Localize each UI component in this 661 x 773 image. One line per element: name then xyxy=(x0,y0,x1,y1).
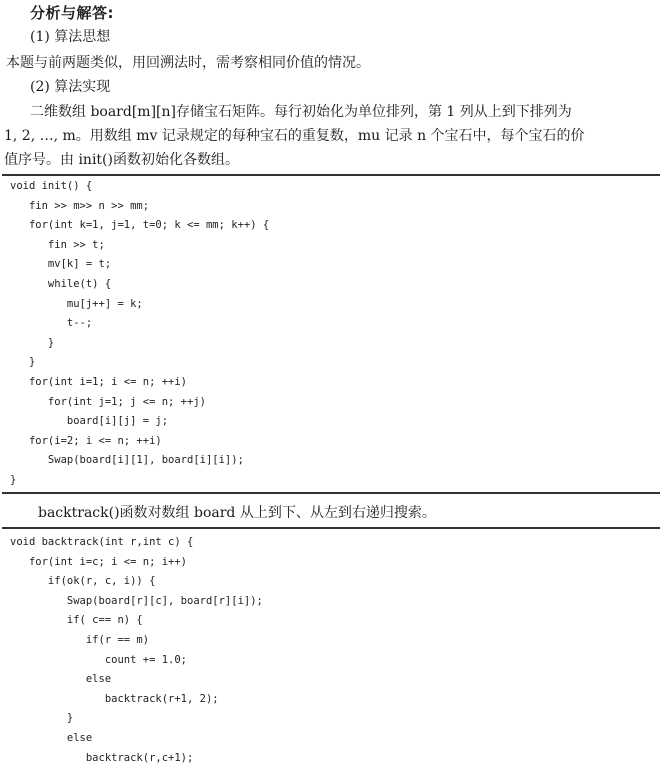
code-block-bottom-rule xyxy=(2,492,660,494)
code-line: } xyxy=(10,712,74,725)
paragraph-board-line-2: 1, 2, …, m。用数组 mv 记录规定的每种宝石的重复数，mu 记录 n 个宝石中，每个宝石的价 xyxy=(4,128,585,144)
code-line: for(int i=c; i <= n; i++) xyxy=(10,555,188,568)
paragraph-board-line-3: 值序号。由 init()函数初始化各数组。 xyxy=(4,152,239,168)
code-line: void init() { xyxy=(10,180,93,192)
code-line: for(i=2; i <= n; ++i) xyxy=(10,434,162,447)
code-block-top-rule-2 xyxy=(2,527,660,529)
code-line: if( c== n) { xyxy=(10,614,143,627)
code-block-init xyxy=(10,177,269,491)
code-block-top-rule xyxy=(2,174,660,176)
code-line: fin >> m>> n >> mm; xyxy=(10,199,150,212)
code-line: void backtrack(int r,int c) { xyxy=(10,536,194,548)
code-line: Swap(board[r][c], board[r][i]); xyxy=(10,594,263,607)
code-line: mu[j++] = k; xyxy=(10,297,143,310)
code-block-backtrack xyxy=(10,533,263,768)
subheading-algorithm-implementation: (2) 算法实现 xyxy=(30,79,111,95)
paragraph-backtrack-intro: backtrack()函数对数组 board 从上到下、从左到右递归搜索。 xyxy=(38,505,436,521)
code-line: if(r == m) xyxy=(10,633,150,646)
section-heading: 分析与解答: xyxy=(30,4,114,22)
code-line: for(int k=1, j=1, t=0; k <= mm; k++) { xyxy=(10,219,270,232)
code-line: backtrack(r+1, 2); xyxy=(10,692,219,705)
code-line: while(t) { xyxy=(10,277,112,290)
code-line: mv[k] = t; xyxy=(10,258,112,271)
code-line: } xyxy=(10,473,17,486)
subheading-algorithm-idea: (1) 算法思想 xyxy=(30,29,111,45)
code-line: } xyxy=(10,356,36,369)
code-line: else xyxy=(10,673,112,686)
code-line: t--; xyxy=(10,317,93,330)
code-line: for(int j=1; j <= n; ++j) xyxy=(10,395,206,408)
code-line: } xyxy=(10,336,55,349)
code-line: for(int i=1; i <= n; ++i) xyxy=(10,375,188,388)
paragraph-board-line-1: 二维数组 board[m][n]存储宝石矩阵。每行初始化为单位排列，第 1 列从上到下排列为 xyxy=(30,104,572,120)
code-line: else xyxy=(10,731,93,744)
code-line: board[i][j] = j; xyxy=(10,415,169,428)
code-line: count += 1.0; xyxy=(10,653,188,666)
code-line: backtrack(r,c+1); xyxy=(10,751,194,764)
code-line: fin >> t; xyxy=(10,238,105,251)
code-line: Swap(board[i][1], board[i][i]); xyxy=(10,454,244,467)
code-line: if(ok(r, c, i)) { xyxy=(10,575,156,588)
paragraph-idea-text: 本题与前两题类似，用回溯法时，需考察相同价值的情况。 xyxy=(6,55,370,71)
